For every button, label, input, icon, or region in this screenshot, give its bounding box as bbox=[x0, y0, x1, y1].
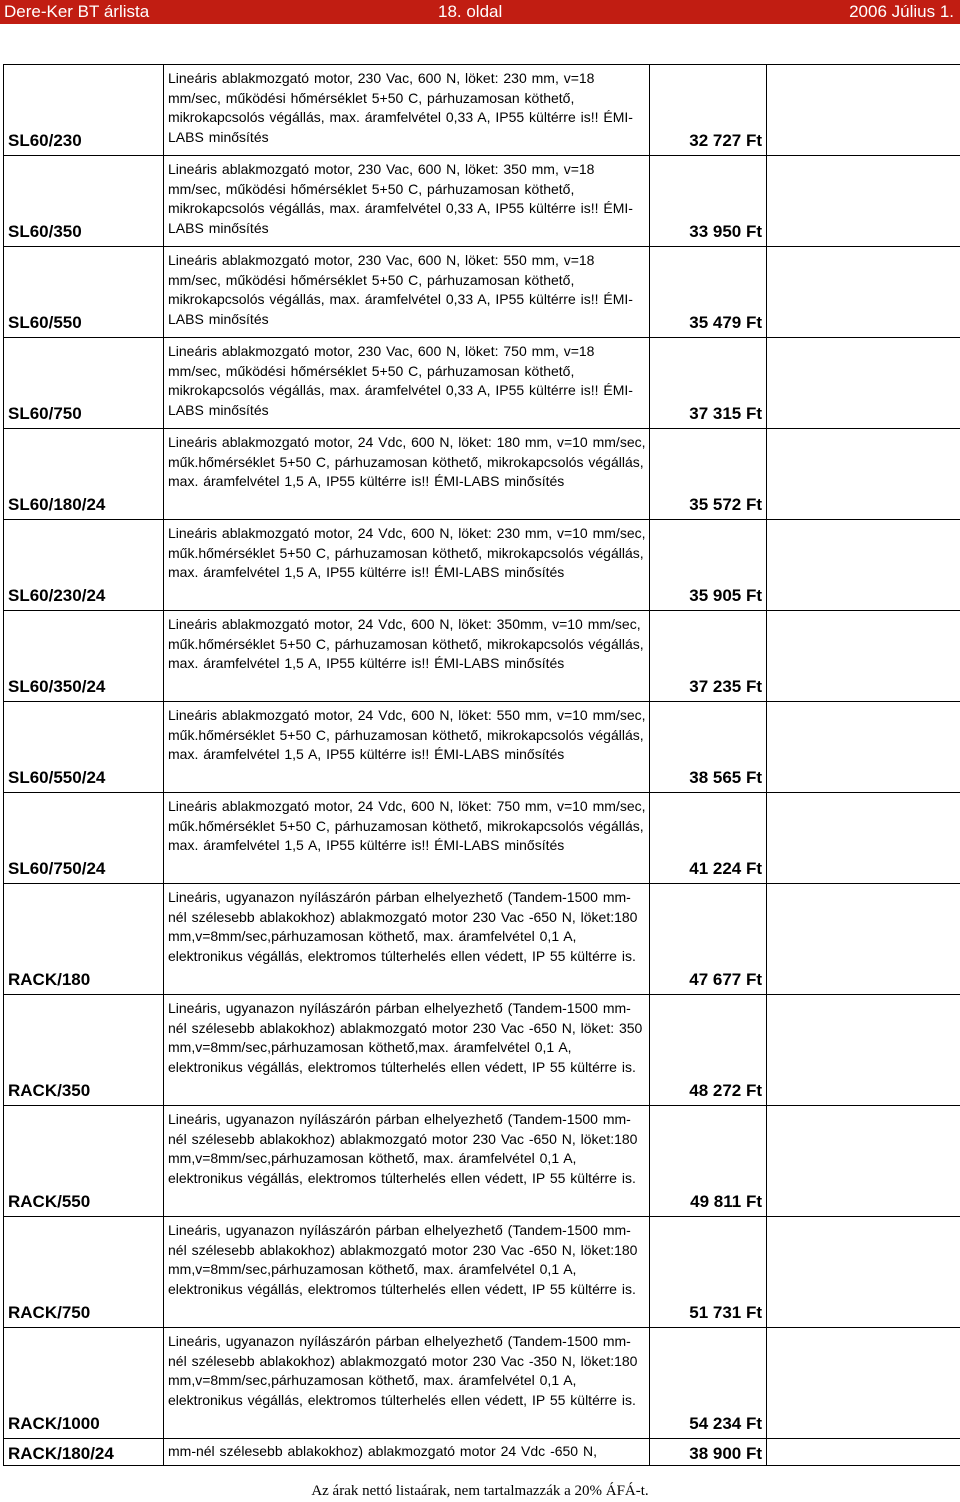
price-list-table bbox=[3, 64, 960, 1466]
product-code: RACK/180 bbox=[4, 884, 164, 995]
product-price: 41 224 Ft bbox=[650, 793, 767, 884]
empty-cell bbox=[767, 884, 960, 995]
product-price: 33 950 Ft bbox=[650, 156, 767, 247]
table-row bbox=[4, 1106, 960, 1217]
table-row bbox=[4, 338, 960, 429]
empty-cell bbox=[767, 1217, 960, 1328]
product-code: RACK/350 bbox=[4, 995, 164, 1106]
empty-cell bbox=[767, 1439, 960, 1466]
product-code: RACK/180/24 bbox=[4, 1439, 164, 1466]
product-code: SL60/350 bbox=[4, 156, 164, 247]
table-row bbox=[4, 1328, 960, 1439]
product-description: Lineáris, ugyanazon nyílászárón párban elhelyezhető (Tandem-1500 mm-nél szélesebb ablakokhoz) ablakmozgató motor 230 Vac -650 N, löket:180 mm,v=8mm/sec,párhuzamosan köthető, max. áramfelvétel 0,1 A, elektronikus végállás, elektromos túlterhelés ellen védett, IP 55 kültérre is. bbox=[164, 1217, 650, 1328]
table-row bbox=[4, 429, 960, 520]
product-description: Lineáris, ugyanazon nyílászárón párban elhelyezhető (Tandem-1500 mm-nél szélesebb ablakokhoz) ablakmozgató motor 230 Vac -650 N, löket: 350 mm,v=8mm/sec,párhuzamosan köthető,max. áramfelvétel 0,1 A, elektronikus végállás, elektromos túlterhelés ellen védett, IP 55 kültérre is. bbox=[164, 995, 650, 1106]
empty-cell bbox=[767, 793, 960, 884]
table-row bbox=[4, 247, 960, 338]
header-date: 2006 Július 1. bbox=[849, 2, 954, 21]
table-row bbox=[4, 793, 960, 884]
product-code: RACK/750 bbox=[4, 1217, 164, 1328]
empty-cell bbox=[767, 156, 960, 247]
product-code: SL60/550 bbox=[4, 247, 164, 338]
empty-cell bbox=[767, 1106, 960, 1217]
empty-cell bbox=[767, 247, 960, 338]
table-row bbox=[4, 702, 960, 793]
product-price: 37 315 Ft bbox=[650, 338, 767, 429]
product-description: Lineáris ablakmozgató motor, 24 Vdc, 600 N, löket: 750 mm, v=10 mm/sec, műk.hőmérséklet 5+50 C, párhuzamosan köthető, mikrokapcsolós végállás, max. áramfelvétel 1,5 A, IP55 kültérre is!! ÉMI-LABS minősítés bbox=[164, 793, 650, 884]
product-description: Lineáris, ugyanazon nyílászárón párban elhelyezhető (Tandem-1500 mm-nél szélesebb ablakokhoz) ablakmozgató motor 230 Vac -350 N, löket:180 mm,v=8mm/sec,párhuzamosan köthető, max. áramfelvétel 0,1 A, elektronikus végállás, elektromos túlterhelés ellen védett, IP 55 kültérre is. bbox=[164, 1328, 650, 1439]
empty-cell bbox=[767, 338, 960, 429]
product-price: 54 234 Ft bbox=[650, 1328, 767, 1439]
empty-cell bbox=[767, 65, 960, 156]
empty-cell bbox=[767, 702, 960, 793]
product-price: 48 272 Ft bbox=[650, 995, 767, 1106]
page-header bbox=[0, 0, 960, 24]
empty-cell bbox=[767, 429, 960, 520]
product-description: mm-nél szélesebb ablakokhoz) ablakmozgató motor 24 Vdc -650 N, bbox=[164, 1439, 650, 1466]
product-price: 37 235 Ft bbox=[650, 611, 767, 702]
product-description: Lineáris ablakmozgató motor, 24 Vdc, 600 N, löket: 550 mm, v=10 mm/sec, műk.hőmérséklet 5+50 C, párhuzamosan köthető, mikrokapcsolós végállás, max. áramfelvétel 1,5 A, IP55 kültérre is!! ÉMI-LABS minősítés bbox=[164, 702, 650, 793]
product-price: 35 572 Ft bbox=[650, 429, 767, 520]
product-price: 49 811 Ft bbox=[650, 1106, 767, 1217]
product-description: Lineáris ablakmozgató motor, 24 Vdc, 600 N, löket: 230 mm, v=10 mm/sec, műk.hőmérséklet 5+50 C, párhuzamosan köthető, mikrokapcsolós végállás, max. áramfelvétel 1,5 A, IP55 kültérre is!! ÉMI-LABS minősítés bbox=[164, 520, 650, 611]
product-description: Lineáris ablakmozgató motor, 230 Vac, 600 N, löket: 350 mm, v=18 mm/sec, működési hőmérséklet 5+50 C, párhuzamosan köthető, mikrokapcsolós végállás, max. áramfelvétel 0,33 A, IP55 kültérre is!! ÉMI-LABS minősítés bbox=[164, 156, 650, 247]
product-price: 38 900 Ft bbox=[650, 1439, 767, 1466]
product-code: SL60/350/24 bbox=[4, 611, 164, 702]
table-row bbox=[4, 156, 960, 247]
table-row bbox=[4, 995, 960, 1106]
table-row bbox=[4, 1217, 960, 1328]
product-price: 47 677 Ft bbox=[650, 884, 767, 995]
product-price: 35 905 Ft bbox=[650, 520, 767, 611]
vat-note: Az árak nettó listaárak, nem tartalmazzák a 20% ÁFÁ-t. bbox=[311, 1483, 649, 1499]
product-code: RACK/550 bbox=[4, 1106, 164, 1217]
product-code: SL60/750 bbox=[4, 338, 164, 429]
product-code: RACK/1000 bbox=[4, 1328, 164, 1439]
empty-cell bbox=[767, 1328, 960, 1439]
product-description: Lineáris, ugyanazon nyílászárón párban elhelyezhető (Tandem-1500 mm-nél szélesebb ablakokhoz) ablakmozgató motor 230 Vac -650 N, löket:180 mm,v=8mm/sec,párhuzamosan köthető, max. áramfelvétel 0,1 A, elektronikus végállás, elektromos túlterhelés ellen védett, IP 55 kültérre is. bbox=[164, 1106, 650, 1217]
product-code: SL60/750/24 bbox=[4, 793, 164, 884]
header-page-number: 18. oldal bbox=[438, 2, 503, 21]
product-description: Lineáris ablakmozgató motor, 230 Vac, 600 N, löket: 750 mm, v=18 mm/sec, működési hőmérséklet 5+50 C, párhuzamosan köthető, mikrokapcsolós végállás, max. áramfelvétel 0,33 A, IP55 kültérre is!! ÉMI-LABS minősítés bbox=[164, 338, 650, 429]
product-price: 38 565 Ft bbox=[650, 702, 767, 793]
product-description: Lineáris ablakmozgató motor, 24 Vdc, 600 N, löket: 180 mm, v=10 mm/sec, műk.hőmérséklet 5+50 C, párhuzamosan köthető, mikrokapcsolós végállás, max. áramfelvétel 1,5 A, IP55 kültérre is!! ÉMI-LABS minősítés bbox=[164, 429, 650, 520]
product-description: Lineáris ablakmozgató motor, 24 Vdc, 600 N, löket: 350mm, v=10 mm/sec, műk.hőmérséklet 5+50 C, párhuzamosan köthető, mikrokapcsolós végállás, max. áramfelvétel 1,5 A, IP55 kültérre is!! ÉMI-LABS minősítés bbox=[164, 611, 650, 702]
product-description: Lineáris ablakmozgató motor, 230 Vac, 600 N, löket: 230 mm, v=18 mm/sec, működési hőmérséklet 5+50 C, párhuzamosan köthető, mikrokapcsolós végállás, max. áramfelvétel 0,33 A, IP55 kültérre is!! ÉMI-LABS minősítés bbox=[164, 65, 650, 156]
product-description: Lineáris ablakmozgató motor, 230 Vac, 600 N, löket: 550 mm, v=18 mm/sec, működési hőmérséklet 5+50 C, párhuzamosan köthető, mikrokapcsolós végállás, max. áramfelvétel 0,33 A, IP55 kültérre is!! ÉMI-LABS minősítés bbox=[164, 247, 650, 338]
empty-cell bbox=[767, 611, 960, 702]
product-code: SL60/180/24 bbox=[4, 429, 164, 520]
table-row bbox=[4, 520, 960, 611]
product-description: Lineáris, ugyanazon nyílászárón párban elhelyezhető (Tandem-1500 mm-nél szélesebb ablakokhoz) ablakmozgató motor 230 Vac -650 N, löket:180 mm,v=8mm/sec,párhuzamosan köthető, max. áramfelvétel 0,1 A, elektronikus végállás, elektromos túlterhelés ellen védett, IP 55 kültérre is. bbox=[164, 884, 650, 995]
table-row bbox=[4, 1439, 960, 1466]
empty-cell bbox=[767, 995, 960, 1106]
table-row bbox=[4, 65, 960, 156]
product-code: SL60/230/24 bbox=[4, 520, 164, 611]
table-row bbox=[4, 884, 960, 995]
product-price: 32 727 Ft bbox=[650, 65, 767, 156]
product-price: 51 731 Ft bbox=[650, 1217, 767, 1328]
product-code: SL60/550/24 bbox=[4, 702, 164, 793]
header-company: Dere-Ker BT árlista bbox=[4, 2, 150, 21]
product-code: SL60/230 bbox=[4, 65, 164, 156]
table-row bbox=[4, 611, 960, 702]
product-price: 35 479 Ft bbox=[650, 247, 767, 338]
empty-cell bbox=[767, 520, 960, 611]
